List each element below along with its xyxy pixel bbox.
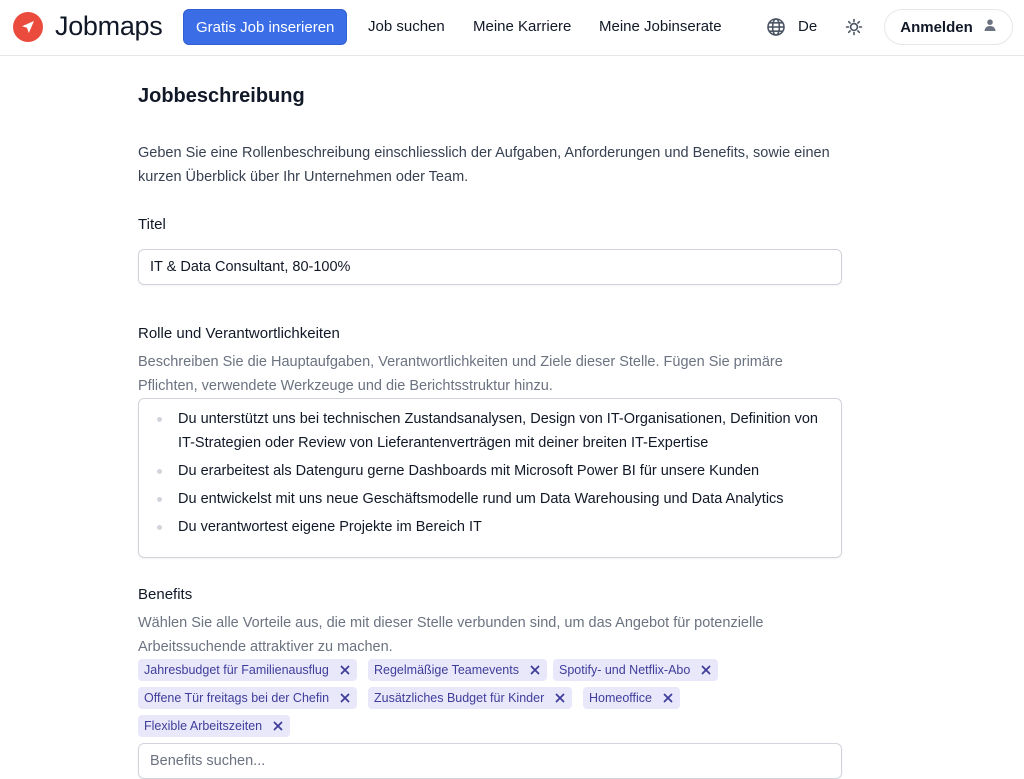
close-icon[interactable] <box>700 664 712 676</box>
page-title: Jobbeschreibung <box>138 85 305 107</box>
list-item-text: Du verantwortest eigene Projekte im Bereich IT <box>178 519 482 535</box>
nav-my-career[interactable]: Meine Karriere <box>473 18 572 35</box>
job-title-input[interactable] <box>138 249 842 285</box>
close-icon[interactable] <box>662 692 674 704</box>
list-item-text: Du unterstützt uns bei technischen Zustandsanalysen, Design von IT-Organisationen, Definition von IT-Strategien oder Review von Lieferantenverträgen mit deiner breiten IT-Expertise <box>178 411 818 451</box>
close-icon[interactable] <box>554 692 566 704</box>
benefit-tag <box>553 659 718 681</box>
paper-plane-icon <box>13 12 43 42</box>
benefit-tag-label: Homeoffice <box>589 691 652 705</box>
benefit-tag <box>368 659 547 681</box>
bullet-icon <box>157 417 162 422</box>
bullet-icon <box>157 497 162 502</box>
benefit-tag <box>138 687 357 709</box>
list-item <box>155 459 825 483</box>
benefit-tag-label: Jahresbudget für Familienausflug <box>144 663 329 677</box>
benefits-label: Benefits <box>138 586 193 603</box>
list-item-text: Du erarbeitest als Datenguru gerne Dashboards mit Microsoft Power BI für unsere Kunden <box>178 463 760 479</box>
benefit-tag-label: Offene Tür freitags bei der Chefin <box>144 691 330 705</box>
close-icon[interactable] <box>339 664 351 676</box>
list-item <box>155 487 825 511</box>
login-button[interactable] <box>884 9 1013 45</box>
language-selector[interactable]: De <box>798 18 818 35</box>
close-icon[interactable] <box>272 720 284 732</box>
globe-icon[interactable] <box>765 16 787 38</box>
bullet-icon <box>157 469 162 474</box>
role-help-text: Beschreiben Sie die Hauptaufgaben, Verantwortlichkeiten und Ziele dieser Stelle. Fügen Sie primäre Pflichten, verwendete Werkzeuge und die Berichtsstruktur hinzu. <box>138 354 783 394</box>
bullet-icon <box>157 525 162 530</box>
list-item-text: Du entwickelst mit uns neue Geschäftsmodelle rund um Data Warehousing und Data Analytics <box>178 491 784 507</box>
role-list <box>139 399 841 539</box>
list-item <box>155 515 825 539</box>
list-item <box>155 407 825 455</box>
benefit-tag-label: Spotify- und Netflix-Abo <box>559 663 691 677</box>
nav-job-search[interactable]: Job suchen <box>368 18 445 35</box>
benefit-tag <box>138 659 357 681</box>
top-navigation <box>0 0 1024 56</box>
post-job-button[interactable]: Gratis Job inserieren <box>183 9 347 45</box>
benefit-tag-label: Regelmäßige Teamevents <box>374 663 519 677</box>
role-label: Rolle und Verantwortlichkeiten <box>138 325 340 342</box>
benefit-tag <box>368 687 572 709</box>
benefit-tag-label: Zusätzliches Budget für Kinder <box>374 691 545 705</box>
nav-my-job-ads[interactable]: Meine Jobinserate <box>599 18 722 35</box>
benefit-tag <box>583 687 680 709</box>
close-icon[interactable] <box>339 692 351 704</box>
form-intro-text: Geben Sie eine Rollenbeschreibung einschliesslich der Aufgaben, Anforderungen und Benefits, sowie einen kurzen Überblick über Ihr Unternehmen oder Team. <box>138 145 830 185</box>
benefit-tag <box>138 715 290 737</box>
benefits-help-text: Wählen Sie alle Vorteile aus, die mit dieser Stelle verbunden sind, um das Angebot für potenzielle Arbeitssuchende attraktiver zu machen. <box>138 615 764 655</box>
benefit-tag-label: Flexible Arbeitszeiten <box>144 719 263 733</box>
close-icon[interactable] <box>529 664 541 676</box>
brand-logo[interactable] <box>13 11 162 42</box>
job-title-label: Titel <box>138 216 166 233</box>
role-editor[interactable] <box>138 398 842 558</box>
brand-name: Jobmaps <box>55 11 163 41</box>
benefits-search-input[interactable] <box>138 743 842 779</box>
user-icon <box>983 18 997 36</box>
sun-icon[interactable] <box>843 16 865 38</box>
login-label: Anmelden <box>900 18 973 36</box>
